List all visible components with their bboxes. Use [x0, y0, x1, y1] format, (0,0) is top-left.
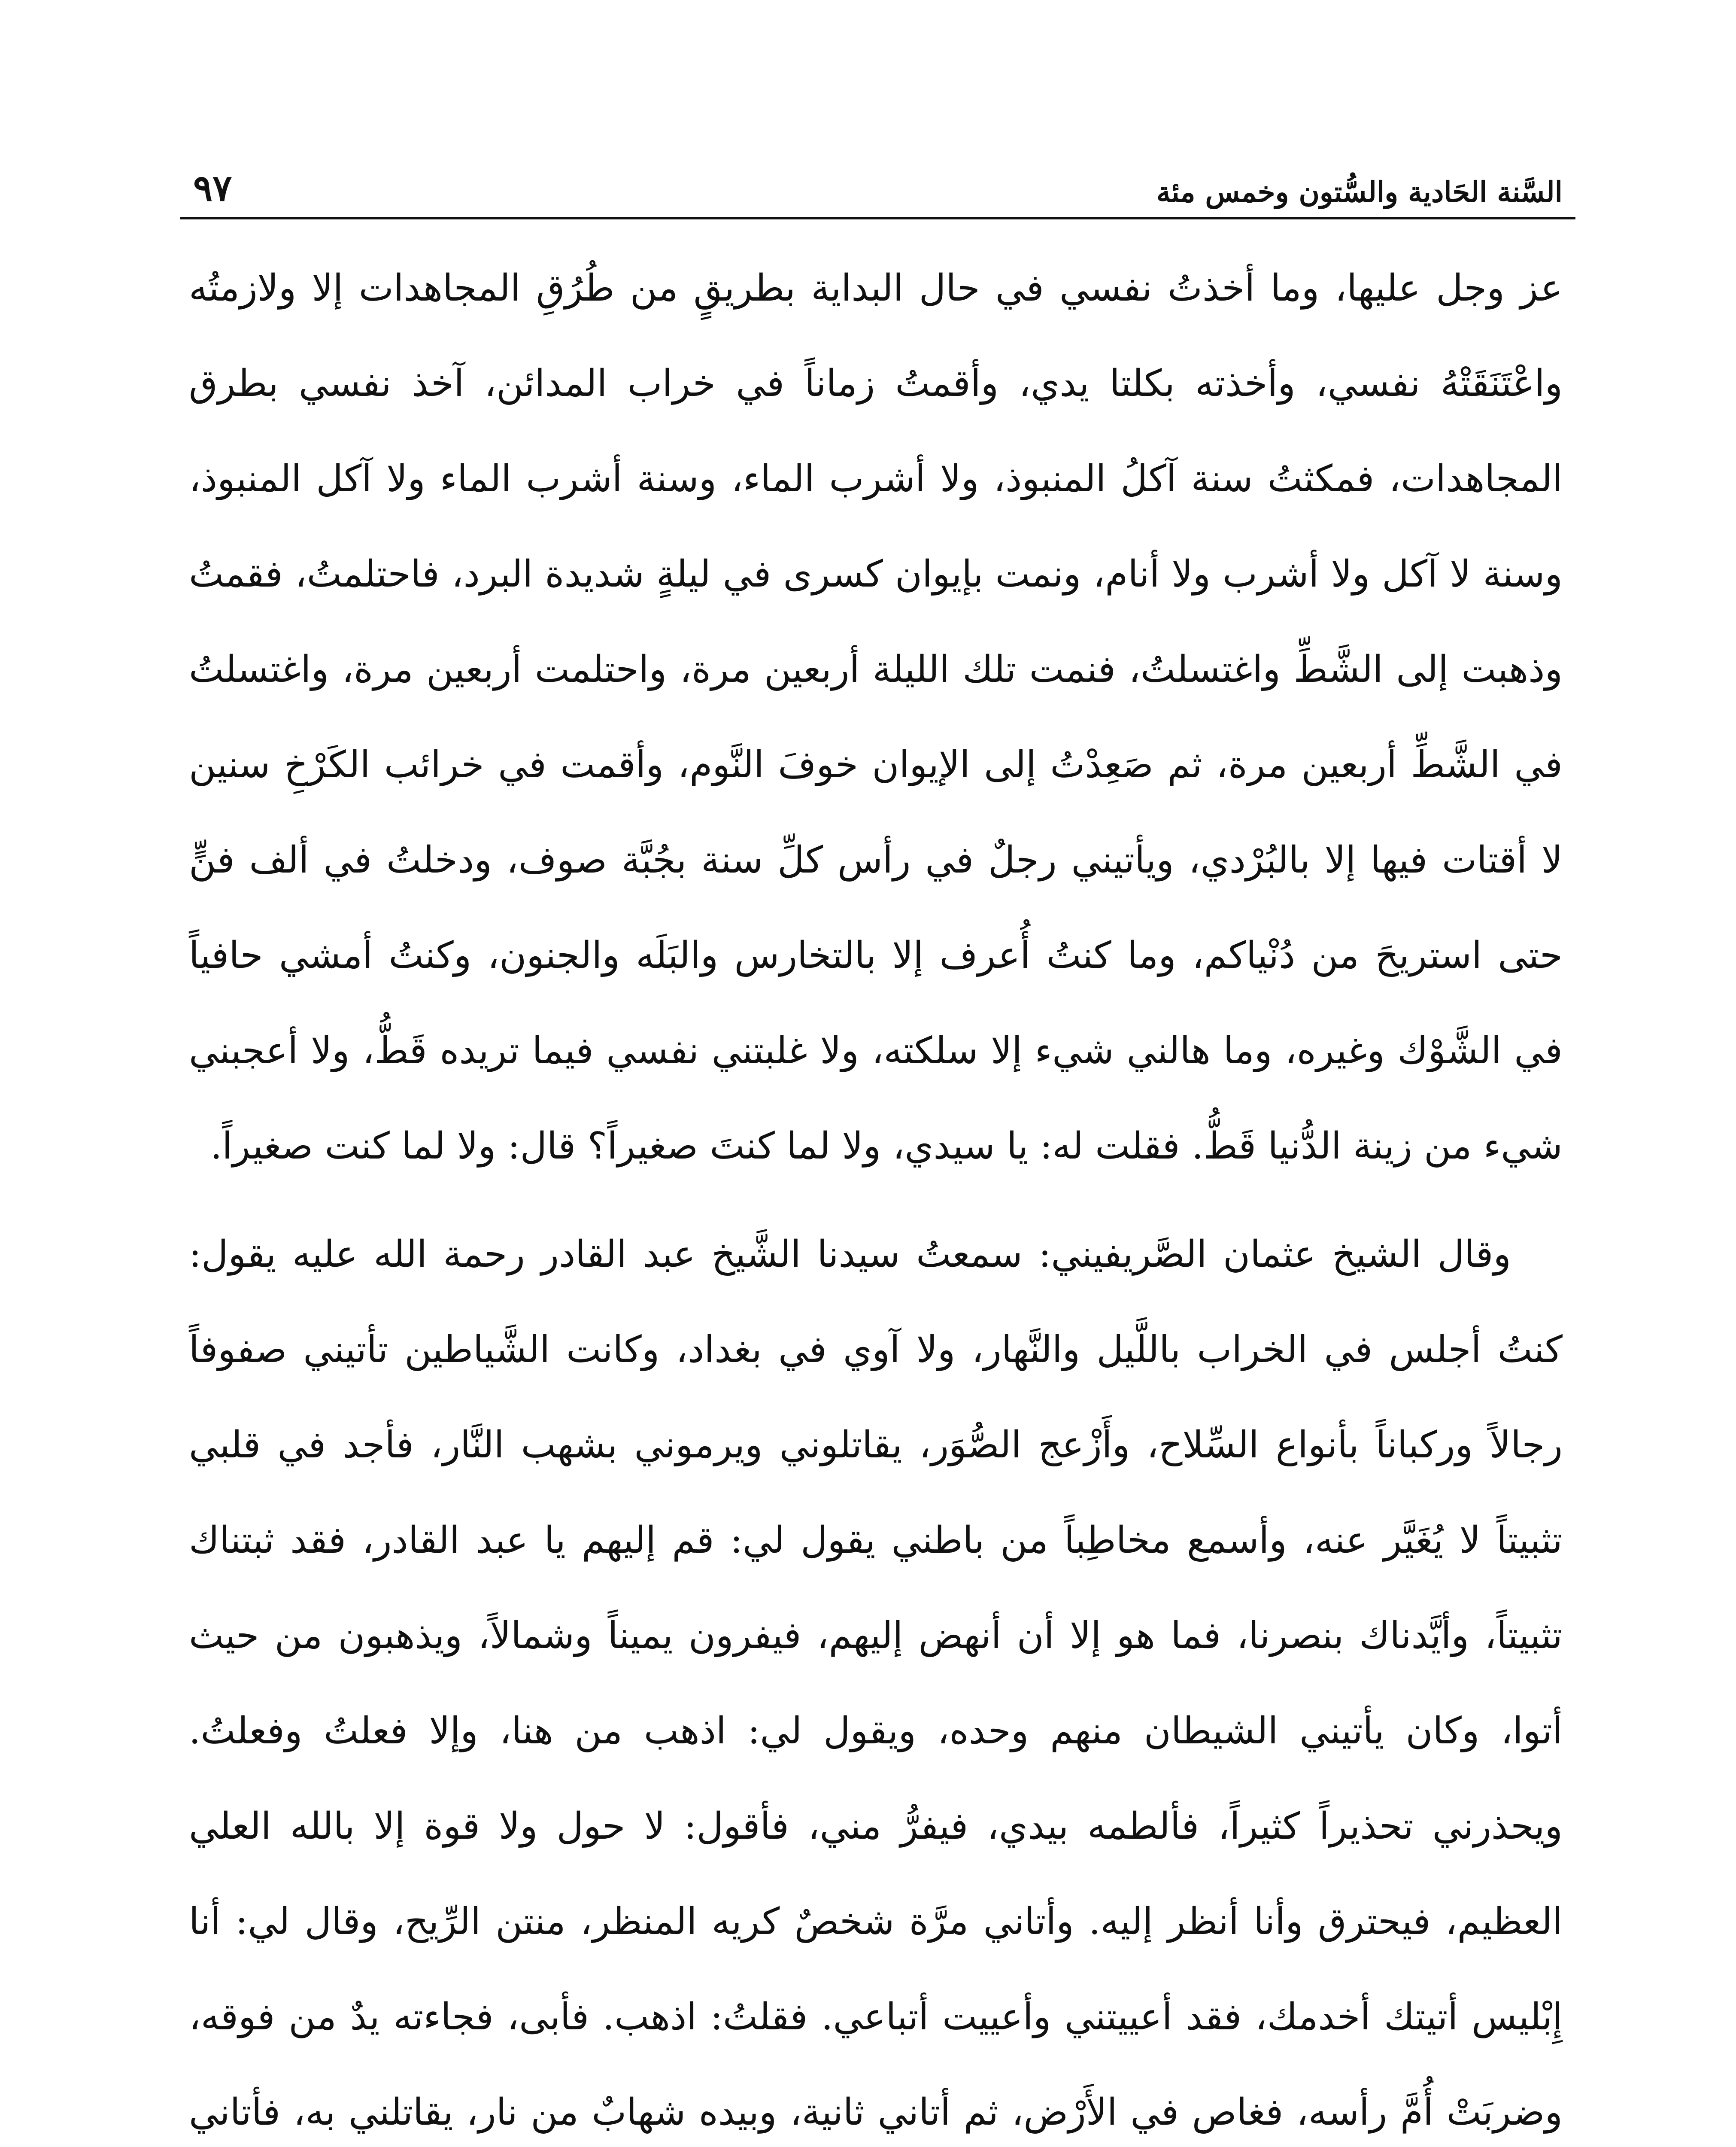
- header-rule: [180, 217, 1575, 219]
- paragraph-2: وقال الشيخ عثمان الصَّريفيني: سمعتُ سيدنا الشَّيخ عبد القادر رحمة الله عليه يقول: كنتُ أجلس في الخراب باللَّيل والنَّهار، ولا آوي في بغداد، وكانت الشَّياطين تأتيني صفوفاً رجالاً وركباناً بأنواع السِّلاح، وأَزْعج الصُّوَر، يقاتلوني ويرموني بشهب النَّار، فأجد في قلبي تثبيتاً لا يُغَيَّر عنه، وأسمع مخاطِباً من باطني يقول لي: قم إليهم يا عبد القادر، فقد ثبتناك تثبيتاً، وأيَّدناك بنصرنا، فما هو إلا أن أنهض إليهم، فيفرون يميناً وشمالاً، ويذهبون من حيث أتوا، وكان يأتيني الشيطان منهم وحده، ويقول لي: اذهب من هنا، وإلا فعلتُ وفعلتُ. ويحذرني تحذيراً كثيراً، فألطمه بيدي، فيفرُّ مني، فأقول: لا حول ولا قوة إلا بالله العلي العظيم، فيحترق وأنا أنظر إليه. وأتاني مرَّة شخصٌ كريه المنظر، منتن الرِّيح، وقال لي: أنا إِبْليس أتيتك أخدمك، فقد أعييتني وأعييت أتباعي. فقلتُ: اذهب. فأبى، فجاءته يدٌ من فوقه، وضربَتْ أُمَّ رأسه، فغاص في الأَرْض، ثم أتاني ثانية، وبيده شهابٌ من نار، يقاتلني به، فأتاني: [189, 1233, 1563, 2134]
- page-number: ٩٧: [193, 167, 232, 209]
- running-title: السَّنة الحَادية والسُّتون وخمس مئة: [1156, 175, 1563, 209]
- page-header: [189, 159, 1563, 209]
- paragraph-1: عز وجل عليها، وما أخذتُ نفسي في حال البداية بطريقٍ من طُرُقِ المجاهدات إلا ولازمتُه واعْتَنَقَتْهُ نفسي، وأخذته بكلتا يدي، وأقمتُ زماناً في خراب المدائن، آخذ نفسي بطرق المجاهدات، فمكثتُ سنة آكلُ المنبوذ، ولا أشرب الماء، وسنة أشرب الماء ولا آكل المنبوذ، وسنة لا آكل ولا أشرب ولا أنام، ونمت بإيوان كسرى في ليلةٍ شديدة البرد، فاحتلمتُ، فقمتُ وذهبت إلى الشَّطِّ واغتسلتُ، فنمت تلك الليلة أربعين مرة، واحتلمت أربعين مرة، واغتسلتُ في الشَّطِّ أربعين مرة، ثم صَعِدْتُ إلى الإيوان خوفَ النَّوم، وأقمت في خرائب الكَرْخِ سنين لا أقتات فيها إلا بالبُرْدي، ويأتيني رجلٌ في رأس كلِّ سنة بجُبَّة صوف، ودخلتُ في ألف فنٍّ حتى استريحَ من دُنْياكم، وما كنتُ أُعرف إلا بالتخارس والبَلَه والجنون، وكنتُ أمشي حافياً في الشَّوْك وغيره، وما هالني شيء إلا سلكته، ولا غلبتني نفسي فيما تريده قَطُّ، ولا أعجبني شيء من زينة الدُّنيا قَطُّ. فقلت له: يا سيدي، ولا لما كنتَ صغيراً؟ قال: ولا لما كنت صغيراً.: [189, 267, 1563, 1168]
- body-text: [189, 240, 1563, 2147]
